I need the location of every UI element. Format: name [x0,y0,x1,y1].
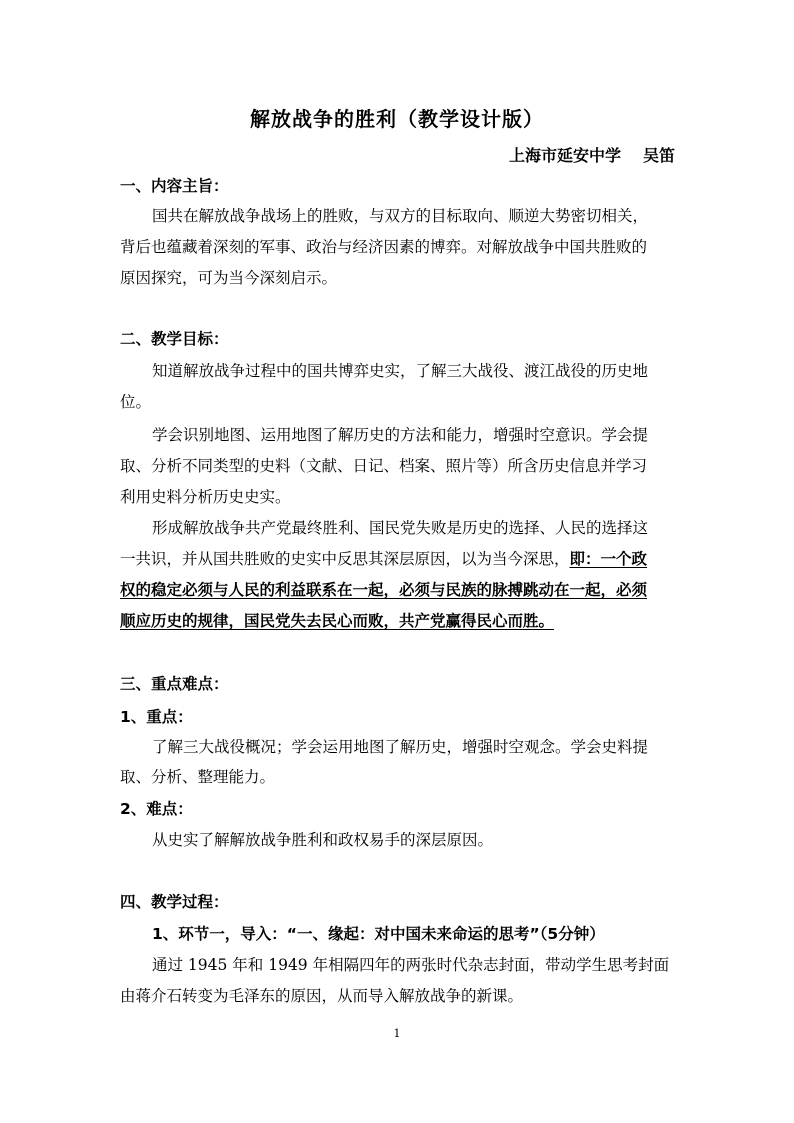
document-title: 解放战争的胜利（教学设计版） [250,107,544,131]
paragraph-line: 形成解放战争共产党最终胜利、国民党失败是历史的选择、人民的选择这 [152,519,649,537]
emphasis-line: 权的稳定必须与人民的利益联系在一起，必须与民族的脉搏跳动在一起，必须 [120,580,648,599]
paragraph-line: 背后也蕴藏着深刻的军事、政治与经济因素的博弈。对解放战争中国共胜败的 [120,238,648,256]
emphasis-text: 即：一个政 [569,549,648,568]
section-4-heading: 四、教学过程： [120,893,229,911]
section-3-heading: 三、重点难点： [120,675,229,693]
paragraph-line: 从史实了解解放战争胜利和政权易手的深层原因。 [152,831,494,849]
difficulty-heading: 2、难点： [120,800,193,818]
author-name: 吴笛 [642,146,675,165]
paragraph-line: 国共在解放战争战场上的胜败，与双方的目标取向、顺逆大势密切相关， [152,207,649,225]
paragraph-line: 取、分析、整理能力。 [120,768,276,786]
paragraph-line: 了解三大战役概况；学会运用地图了解历史，增强时空观念。学会史料提 [152,738,649,756]
paragraph-line: 学会识别地图、运用地图了解历史的方法和能力，增强时空意识。学会提 [152,426,649,444]
section-2-heading: 二、教学目标： [120,330,229,348]
key-point-heading: 1、重点： [120,708,193,726]
paragraph-line: 位。 [120,393,152,411]
paragraph-line: 利用史料分析历史史实。 [120,488,291,506]
section-1-heading: 一、内容主旨： [120,177,229,195]
paragraph-line: 通过 1945 年和 1949 年相隔四年的两张时代杂志封面，带动学生思考封面 [152,956,670,974]
page-number: 1 [393,1027,401,1040]
paragraph-line: 原因探究，可为当今深刻启示。 [120,269,338,287]
paragraph-line: 取、分析不同类型的史料（文献、日记、档案、照片等）所含历史信息并学习 [120,457,648,475]
paragraph-text: 一共识，并从国共胜败的史实中反思其深层原因，以为当今深思， [120,550,570,568]
step-heading: 1、环节一，导入：“一、缘起：对中国未来命运的思考”（5分钟） [152,925,605,943]
paragraph-line: 由蒋介石转变为毛泽东的原因，从而导入解放战争的新课。 [120,987,524,1005]
paragraph-line [120,548,676,570]
author-school: 上海市延安中学 [508,146,621,165]
emphasis-line: 顺应历史的规律，国民党失去民心而败，共产党赢得民心而胜。 [120,611,555,630]
paragraph-line: 知道解放战争过程中的国共博弈史实，了解三大战役、渡江战役的历史地 [152,362,649,380]
author-line [509,143,675,166]
